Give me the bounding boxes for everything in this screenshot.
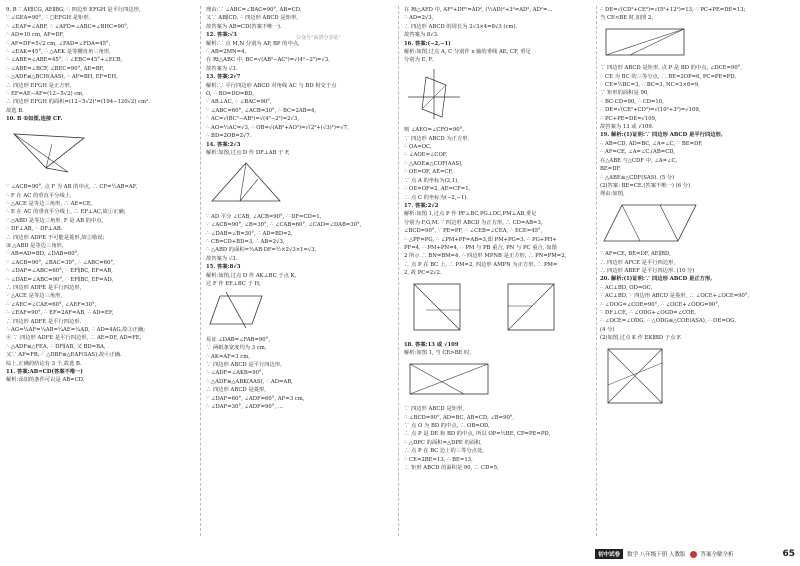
solution-line: ∵ 四边形 ABCD 是平行四边形, xyxy=(206,362,282,368)
solution-line: ∴ ∠BCD=90°, AD=BC, AB=CD, ∠B=90°, xyxy=(404,414,515,421)
solution-line: ∴ 点 P 是 DE 和 BD 的中点, 所以 OP=½BE, CP=PE=PD, xyxy=(404,431,551,438)
solution-line: ∴ OE=OF=2, AE=CF=1, xyxy=(404,186,471,193)
solution-line: ∴ BC·CD=90, ∴ CD=10, xyxy=(600,98,664,105)
logo-icon xyxy=(690,551,697,558)
figure-para2 xyxy=(600,201,794,248)
solution-line: ∴ △PF=PG, ∴ ∠PM+PF=AB=3,即 PM+PG=3. ∴ PG+PH+ xyxy=(404,236,557,243)
solution-line: 解析:如图 1, 当 CE>BE 时, xyxy=(404,350,472,357)
solution-line: ∴ CE=2BE=13, ∴ BE=13, xyxy=(404,456,473,463)
solution-line: ∴ DF⊥AB, ∴ DF⊥AB. xyxy=(6,226,63,233)
solution-line: 故答案为 √3. xyxy=(206,255,238,262)
solution-line: 当 CE<BE 时,如图 2, xyxy=(600,15,654,22)
problem-heading: 15. 答案:8√3 xyxy=(206,264,241,271)
solution-line: 又∵ AF=FB, ∴ △DBF≌△EAF(SAS),故④正确. xyxy=(6,352,122,359)
problem-heading: 19. 解析:(1)证明:∵ 四边形 ABCD 是平行四边形, xyxy=(600,132,723,139)
solution-line: ∵ △ABD 是等边三角形, F 是 AB 的中点, xyxy=(6,217,104,224)
problem-heading: 11. 答案:AB=CD(答案不唯一) xyxy=(6,369,83,376)
solution-line: 综上,正确的结论有 3 个,故选 B. xyxy=(6,360,82,367)
solution-line: ∴ ∠OCE=∠ODG, ∴ △ODG≌△COE(ASA), ∴ OE=OG. xyxy=(600,318,736,325)
solution-line: ∴ 四边形 EFGH 是正方形, xyxy=(6,82,72,89)
problem-heading: 10. B ①如图,连接 CF. xyxy=(6,116,63,123)
solution-line: ∴ 点 P 在 BC 边上的三等分点处, xyxy=(404,448,484,455)
column-3 xyxy=(404,6,592,538)
solution-line: 解析:添加的条件可以是 AB=CD. xyxy=(6,377,85,384)
solution-line: ∴ OA=OC, xyxy=(404,144,432,151)
solution-line: ∴ △ACE 是等边三角形, ∴ AE=CE, xyxy=(6,200,93,207)
solution-line: ∴ 矩形 ABCD 的面积是 90, ∴ CD=5, xyxy=(404,465,499,472)
solution-line: ∴ 四边形 ADFE 是平行四边形, xyxy=(6,284,82,291)
solution-line: ∴ CE 为 BC 的三等分点, ∴ BE=2OP=6, PC=PE=PD, xyxy=(600,73,737,80)
solution-line: ③ △ABD 是等边三角形, xyxy=(6,242,64,249)
solution-line: 理由:∵ ∠ABC=∠BAC=90°, AB=CD, xyxy=(206,7,302,13)
solution-line: ∴ ∠EAF=90°, ∴ EF=2AF=AB, ∴ AD=EF, xyxy=(6,310,114,317)
solution-line: 2 所示 ∴ BN=BM=4, ∴ 四边形 MPNB 是正方形, ∴ PN=PM=2, xyxy=(404,253,567,260)
solution-line: ∵ △ACE 是等边三角形, xyxy=(6,293,63,300)
solution-line: ∴ 四边形 ADFE 是平行四边形. xyxy=(6,318,82,325)
solution-line: 故答案为 √3. xyxy=(206,65,238,72)
watermark: 公众号“高清分享站” xyxy=(296,35,342,41)
solution-line: 则 ∠AEO=∠CFO=90°, xyxy=(404,127,464,134)
column-4 xyxy=(600,6,794,538)
solution-line: ∵ 四边形 ABCD 是矩形, 点 P 是 BD 的中点, ∠DCE=90°, xyxy=(600,65,743,72)
solution-line: O, ∴ BO=DO=BD, xyxy=(206,91,254,98)
solution-line: ∵ ∠ACB=90°, ∠BAC=30°, ∴ ∠ABC=60°, xyxy=(6,259,115,266)
solution-line: 在△ABE 与△CDF 中, ∠A=∠C, xyxy=(600,157,678,164)
solution-line: ∴ ∠DAF=30°, ∠ADF=90°, ... xyxy=(206,404,283,411)
solution-line: 理由:如图, xyxy=(600,191,625,198)
solution-line: ∴ △ABD 的面积=½AB·DF=½×2√3×1=√3, xyxy=(206,247,317,254)
figure-axes1 xyxy=(404,67,592,124)
series-brand: 初中试卷 xyxy=(595,549,623,559)
figure-para1 xyxy=(206,290,394,333)
solution-line: ∴ ∠AOE=∠COF, xyxy=(404,152,448,159)
solution-line: ∴ △ABE≌△CDF(SAS). (5 分) xyxy=(600,174,675,181)
solution-line: 在 Rt△ABC 中, BC=√(AB²−AC²)=√(4²−2²)=√3, xyxy=(206,57,330,64)
solution-line: ∵ 点 A 的坐标为(2,1), xyxy=(404,177,459,184)
column-2 xyxy=(206,6,394,538)
solution-line: 2, 故 PC=2√2. xyxy=(404,270,442,277)
figure-rect2 xyxy=(600,25,794,62)
solution-line: 在 Rt△AFD 中, AF²+DF²=AD², (½AD)²+3²=AD², AD²=... xyxy=(404,7,553,13)
solution-line: ∴ ∠DOG=∠COE=90°, ∴ ∠OCE+∠ODG=90°, xyxy=(600,301,720,308)
solution-line: ∴ AD=10 cm, AF=DF, xyxy=(6,32,65,39)
solution-line: 故答案为 AB=CD(答案不唯一). xyxy=(206,23,282,30)
solution-line: ∴ EF=AE−AF=(12−5√2) cm, xyxy=(6,91,84,98)
solution-line: ∴ AF=CE, ∠A=∠C.(AB=CD, xyxy=(600,149,675,156)
figure-tri1 xyxy=(6,126,196,181)
solution-line: ∵ DF⊥CE, ∴ ∠ODG+∠OGD=∠COE, xyxy=(600,309,697,316)
solution-line: ∴ 四边形 ABCD 的周长为 2√3×4=8√3 (cm). xyxy=(404,23,518,30)
solution-line: ∴ AB=2MN=4, xyxy=(206,49,247,56)
solution-line: ∴ ∠DAE=∠ABC=90°, ∴ EF∥BC, EF=AD, xyxy=(6,276,114,283)
solution-line: ∵ ∠ACB=90°, 点 F 为 AB 的中点, ∴ CF=½AB=AF, xyxy=(6,184,138,191)
solution-line: ∵ 矩形的面积是 90, xyxy=(600,90,649,97)
solution-line: 解析:∵ 平行四边形 ABCD 对角线 AC 与 BD 相交于点 xyxy=(206,82,337,89)
solution-line: ∴ ∠DAB=∠B=30°, ∴ AD=BD=2, xyxy=(206,230,293,237)
column-divider xyxy=(398,6,399,536)
solution-line: ∵ AC⊥BD, ∵ 四边形 ABCD 是菱形, ∴ ∠OCE+∠OCE=90°, xyxy=(600,293,750,300)
solution-line: ∵ AD 平分 ∠CAB, ∠ACB=90°, ∴ DF=CD=1, xyxy=(206,213,322,220)
page-number: 65 xyxy=(782,549,795,559)
problem-heading: 20. 解析:(1)证明:∵ 四边形 ABCD 是正方形, xyxy=(600,276,713,283)
solution-line: ∴ 四边形 ADFE 不可能是菱形,故②错误; xyxy=(6,234,105,241)
solution-line: ∴ △ADF≌△BCH(AAS), ∴ AF=BH, EF=EH, xyxy=(6,74,118,81)
problem-heading: 12. 答案:√3 xyxy=(206,32,237,39)
solution-line: ∴ AK=AF=3 cm, xyxy=(206,353,250,360)
solution-line: ∴ DE=√(CD²+CE²)=√(5²+12²)=13, ∴ PC+PE=DE=13; xyxy=(600,7,746,13)
solution-line: 9. B ∵ AE∥CG, AE∥BG, ∴ 四边形 EFGH 是平行四边形, xyxy=(6,7,141,13)
solution-line: ∴ △ADF≌△ABK(AAS), ∴ AD=AB, xyxy=(206,378,293,385)
problem-heading: 14. 答案:2√3 xyxy=(206,141,241,148)
solution-line: ∴ AO=½AC=√3, ∴ OB=√(AB²+AO²)=√(2²+(√3)²)=√7, xyxy=(206,124,349,131)
solution-line: ∴ △ADF≌△FEA, ∴ DF∥AB, 又 BD=BA, xyxy=(6,343,106,350)
solution-line: 解析:如图,过点 D 作 AK⊥BC 于点 K, xyxy=(206,272,297,279)
figure-tri2 xyxy=(206,159,394,210)
solution-line: ∴ 四边形 ABEF 是平行四边形. (10 分) xyxy=(600,267,695,274)
solution-line: 分别为 E, F. xyxy=(404,57,434,64)
solution-line: ∴ CB=CD+BD=3, ∴ AB=2√3, xyxy=(206,238,285,245)
solution-line: ∴ ∠ABE=∠ABE=45°, ∴ ∠EBC=45°+∠ECB, xyxy=(6,57,123,64)
solution-line: 过 F 作 EF⊥BC 于 H, xyxy=(206,280,261,287)
figure-sq3 xyxy=(600,345,794,408)
solution-line: 分别为 F,G,M. ∵ 四边形 ABCD 为正方形, ∴ CD=AB=3, xyxy=(404,219,543,226)
solution-line: ∴ ∠AEC=∠CAE=60°, ∠AEF=30°, xyxy=(6,301,97,308)
problem-heading: 13. 答案:2√7 xyxy=(206,74,241,81)
solution-line: ∴ 四边形 EFGH 的面积=(12−5√2)²=(194−120√2) cm². xyxy=(6,99,150,106)
solution-line: ∴ AG=¼AF=¼AB=¼AE=¼AD, ∴ AD=4AG,故③正确; xyxy=(6,327,146,333)
solution-line: 故答案为 13 或 √109. xyxy=(600,124,654,131)
answer-label: 答案全解全析 xyxy=(700,552,734,558)
solution-line: ∵ AB⊥AC, ∴ ∠BAC=90°, xyxy=(206,99,272,106)
solution-line: 故答案为 8√3. xyxy=(404,32,439,39)
solution-line: 解析:∵ 点 M,N 分别为 AP, BP 的中点, xyxy=(206,40,300,47)
solution-line: BE=DF, xyxy=(600,166,621,173)
solution-line: 故选 B. xyxy=(6,107,24,114)
solution-line: ∴ AD=2√3, xyxy=(404,15,434,22)
solution-line: ∴ ∠EAF=∠ABF, ∴ ∠AFD=∠ABC=∠BHC=90°, xyxy=(6,23,129,30)
solution-line: ∴ OE=OF, AE=CF, xyxy=(404,169,453,176)
solution-line: ∵ ∠ABC=60°, ∠ACB=30°, ∴ BC=2AB=4, xyxy=(206,107,317,114)
solution-line: ∴ 点 P 在 BC 上, ∴ PM=2, 四边形 AMPN 为正方形, ∴ PM= xyxy=(404,261,558,268)
column-divider xyxy=(596,6,597,536)
solution-line: PF=4, ∴ PM+PN=4, ∴ PM 与 PB 重合, PN 与 PC 重合, 如图 xyxy=(404,244,557,251)
solution-line: ∵ 点 O 为 BD 的中点, ∴ OB=OD, xyxy=(404,423,490,429)
solution-line: 解析:如图,过点 D 作 DF⊥AB 于 F, xyxy=(206,149,290,156)
solution-line: ∴ AC=√(BC²−AB²)=√(4²−2²)=2√3, xyxy=(206,116,299,123)
solution-line: ∵ 四边形 ABCD 是矩形, xyxy=(404,406,464,413)
column-divider xyxy=(200,6,201,536)
solution-line: ∵ 两纸条宽度均为 3 cm, xyxy=(206,345,267,352)
book-info: 数学 八年级下册 人教版 xyxy=(627,552,686,558)
solution-line: ∴ ∠EAK=45°, ∴ △AEK 是等腰直角三角形, xyxy=(6,49,111,56)
problem-heading: 17. 答案:2√2 xyxy=(404,202,439,209)
solution-line: ∴ ∠ADF=∠AKB=90°, xyxy=(206,370,264,377)
solution-line: ∴ F 在 AC 的垂直平分线上. xyxy=(6,192,72,199)
solution-line: ∠BCD=90°, ∵ PE=PF, ∴ ∠CEB=∠CEA, ∴ ECE=45°, xyxy=(404,228,543,235)
figure-sq2 xyxy=(404,280,592,339)
solution-line: ∴ E 在 AC 的垂直平分线上, ∴ EF⊥AC,故①正确; xyxy=(6,209,126,216)
solution-line: ∴ ∠ABE=∠BCF, ∠BEC=90°, AE=BF, xyxy=(6,65,105,72)
solution-line: ∴ 四边形 AFCE 是平行四边形, xyxy=(600,259,676,266)
solution-line: ∴ ∠DAF=∠ABC=60°, ∴ EF∥BC, EF=AB, xyxy=(6,268,113,275)
solution-line: ∴ AB=CD, AD=BC, ∠A=∠C, ∵ BE=DF, xyxy=(600,140,703,147)
solution-line: ∵ 四边形 ABCD 为正方形, xyxy=(404,135,470,142)
solution-line: ∴ △DPC 的面积=△DPE 的面积, xyxy=(404,439,483,446)
column-1 xyxy=(6,6,196,538)
solution-line: ∴ 四边形 ABCD 是菱形, xyxy=(206,387,266,394)
solution-line: 解析:如图,过点 A, C 分别作 x 轴的垂线 AE, CF, 垂足 xyxy=(404,49,531,56)
solution-line: ∴ CE=½BC=3, ∴ BC=3, NC=3×6=9, xyxy=(600,82,700,89)
solution-line: ∴ BD=2OB=2√7. xyxy=(206,133,252,140)
solution-line: ④ ∵ 四边形 ADFE 是平行四边形, ∴ AE=DF, AD=FE, xyxy=(6,335,142,342)
solution-line: 易证 ∠DAB=∠FAB=90°, xyxy=(206,336,270,343)
solution-line: ∴ 点 C 的坐标为(−2,−1). xyxy=(404,194,469,201)
solution-line: ∴ AC⊥BD, OD=OC, xyxy=(600,284,653,291)
solution-line: (2)如图,过点 K 作 EK∥BD 于点 F. xyxy=(600,335,682,342)
solution-line: (2)答案: BE=CE.(答案不唯一) (6 分) xyxy=(600,182,691,189)
solution-line: ∴ AB=AD=BD, ∠DAB=60°, xyxy=(6,251,79,258)
solution-line: 又∵ AB∥CD, ∴ 四边形 ABCD 是矩形, xyxy=(206,15,298,22)
solution-line: ∴ AF=DF=5√2 cm, ∠FAD=∠FDA=45°, xyxy=(6,40,111,47)
solution-line: ∴ PC+PE=DE=√109, xyxy=(600,115,657,122)
problem-heading: 18. 答案:13 或 √109 xyxy=(404,341,459,348)
solution-line: ∴ DE=√(CE²+CD²)=√(10²+3²)=√109, xyxy=(600,107,701,114)
figure-rect1 xyxy=(404,360,592,403)
page-footer xyxy=(595,548,795,560)
solution-line: ∵ ∠ACB=90°, ∠B=30°, ∴ ∠CAB=60°, ∠CAD=∠DAB=30°, xyxy=(206,222,362,229)
solution-line: ∵ AF=CE, BE=DF, AE∥BD, xyxy=(600,251,671,258)
solution-line: ∵ ∠GEA=90°, ∴ □EFGH 是矩形, xyxy=(6,15,91,22)
solution-line: ∵ ∠DAF=60°, ∠ADF=60°, AF=3 cm, xyxy=(206,395,305,402)
problem-heading: 16. 答案:(−2,−1) xyxy=(404,40,451,47)
solution-line: ∴ △AOE≌△COF(AAS), xyxy=(404,160,463,167)
solution-line: (4 分) xyxy=(600,326,615,333)
solution-line: 解析:如图 1,过点 P 作 PF⊥BC,PG⊥DC,PM⊥AB,垂足 xyxy=(404,211,537,218)
